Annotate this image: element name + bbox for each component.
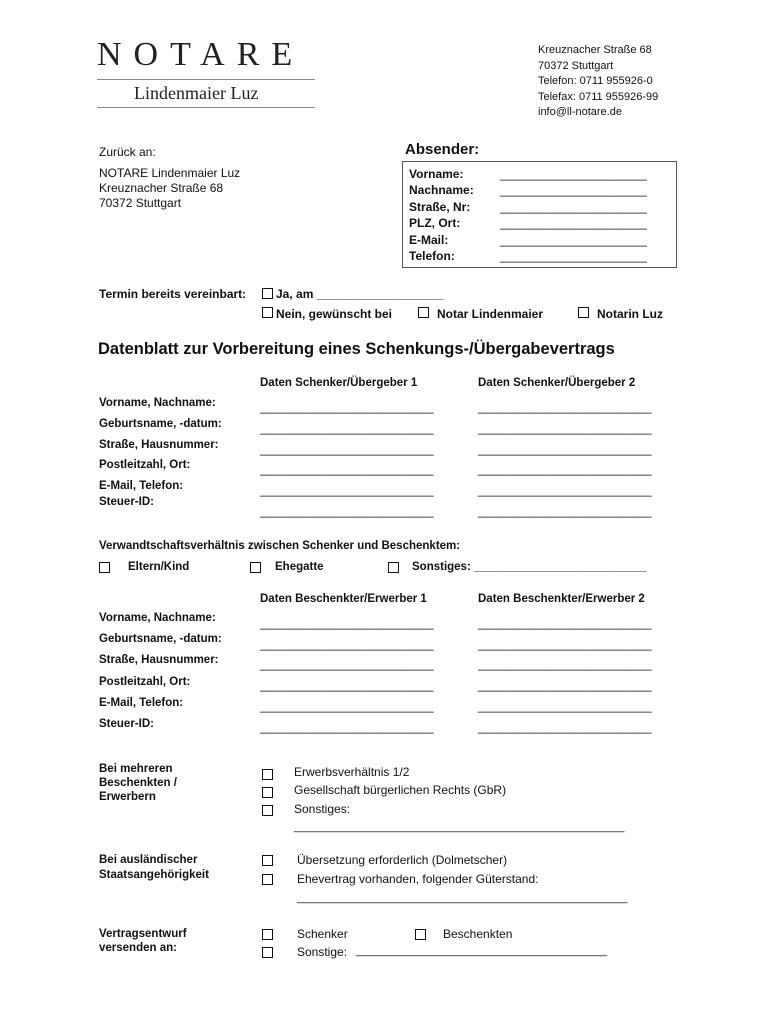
return-label: Zurück an: (99, 145, 156, 159)
sender-blanks[interactable] (500, 166, 647, 264)
sender-blank-telefon[interactable]: ______________________ (500, 249, 647, 264)
gbr-label: Gesellschaft bürgerlichen Rechts (GbR) (294, 783, 507, 797)
donor2-blank[interactable]: __________________________ (478, 462, 652, 477)
donor-col2-header: Daten Schenker/Übergeber 2 (478, 377, 636, 389)
donor-row-label: Geburtsname, -datum: (99, 417, 222, 430)
return-line-street: Kreuznacher Straße 68 (99, 181, 224, 195)
recipient-row-label: Vorname, Nachname: (99, 612, 216, 624)
notary-lindenmaier-label: Notar Lindenmaier (437, 307, 544, 321)
sender-label-strasse: Straße, Nr: (409, 199, 471, 214)
multiple-other-blank[interactable]: ______________________________________________________ (294, 821, 625, 833)
draft-other-blank[interactable]: _________________________________________ (356, 945, 607, 957)
logo-divider-bottom (97, 107, 315, 108)
recipient-col2-header: Daten Beschenkter/Erwerber 2 (478, 593, 645, 605)
multiple-other-checkbox[interactable] (262, 805, 273, 816)
sender-label-nachname: Nachname: (409, 183, 474, 198)
recipient-row-label: Straße, Hausnummer: (99, 654, 219, 667)
donor1-blank[interactable]: __________________________ (260, 483, 434, 498)
sender-label-vorname: Vorname: (409, 167, 464, 181)
translation-checkbox[interactable] (262, 855, 273, 866)
return-line-city: 70372 Stuttgart (99, 196, 182, 210)
relation-parent-child-checkbox[interactable] (99, 562, 110, 573)
appointment-yes-label: Ja, am ___________________ (276, 287, 444, 301)
draft-label (99, 927, 187, 955)
sender-blank-strasse[interactable]: ______________________ (500, 199, 647, 214)
draft-donor-checkbox[interactable] (262, 929, 273, 940)
donor1-blank[interactable]: __________________________ (260, 441, 434, 456)
draft-label-line: versenden an: (99, 942, 177, 954)
notary-lindenmaier-checkbox[interactable] (418, 307, 429, 318)
logo-notare: NOTARE (97, 36, 305, 73)
donor1-blank[interactable]: __________________________ (260, 400, 434, 414)
draft-recipient-label: Beschenkten (443, 927, 513, 941)
donor1-blank[interactable]: __________________________ (260, 420, 434, 435)
donor-col2-blanks[interactable] (478, 397, 652, 522)
multiple-label-line: Erwerbern (99, 791, 156, 803)
multiple-label (99, 762, 177, 804)
return-line-name: NOTARE Lindenmaier Luz (99, 166, 241, 180)
donor2-blank[interactable]: __________________________ (478, 503, 652, 518)
donor-row-label: Postleitzahl, Ort: (99, 459, 191, 472)
recipient1-blank[interactable]: __________________________ (260, 657, 434, 672)
sender-blank-plz[interactable]: ______________________ (500, 216, 647, 231)
recipient2-blank[interactable]: __________________________ (478, 698, 652, 713)
multiple-label-line: Bei mehreren (99, 763, 173, 775)
donor-row-label: Vorname, Nachname: (99, 397, 216, 409)
recipient1-blank[interactable]: __________________________ (260, 636, 434, 651)
multiple-label-line: Beschenkten / (99, 777, 177, 789)
sender-blank-nachname[interactable]: ______________________ (500, 183, 647, 198)
sender-blank-vorname[interactable]: ______________________ (500, 167, 647, 181)
relation-spouse-checkbox[interactable] (250, 562, 261, 573)
recipient2-blank[interactable]: __________________________ (478, 719, 652, 734)
donor1-blank[interactable]: __________________________ (260, 462, 434, 477)
donor-row-label: E-Mail, Telefon: (99, 480, 184, 493)
translation-label: Übersetzung erforderlich (Dolmetscher) (297, 853, 508, 867)
notary-luz-label: Notarin Luz (597, 307, 663, 321)
recipient1-blank[interactable]: __________________________ (260, 719, 434, 734)
address-email: info@ll-notare.de (538, 106, 622, 118)
sender-blank-email[interactable]: ______________________ (500, 232, 647, 247)
recipient2-blank[interactable]: __________________________ (478, 616, 652, 630)
draft-other-label: Sonstige: (297, 945, 348, 959)
multiple-other-label: Sonstiges: (294, 802, 351, 816)
sender-title: Absender: (405, 141, 480, 158)
address-street: Kreuznacher Straße 68 (538, 44, 652, 56)
address-city: 70372 Stuttgart (538, 59, 614, 72)
foreign-label (99, 853, 209, 883)
notary-luz-checkbox[interactable] (578, 307, 589, 318)
donor2-blank[interactable]: __________________________ (478, 483, 652, 498)
acquisition-half-label: Erwerbsverhältnis 1/2 (294, 765, 410, 779)
relation-parent-child-label: Eltern/Kind (128, 561, 190, 573)
recipient2-blank[interactable]: __________________________ (478, 657, 652, 672)
recipient2-blank[interactable]: __________________________ (478, 678, 652, 693)
donor-row-label: Straße, Hausnummer: (99, 438, 219, 451)
sender-label-telefon: Telefon: (409, 249, 455, 264)
relation-other-label: Sonstiges: ___________________________ (412, 561, 647, 573)
relation-label: Verwandtschaftsverhältnis zwischen Schenker und Beschenktem: (99, 540, 461, 552)
appointment-no-checkbox[interactable] (262, 307, 273, 318)
recipient-row-label: Postleitzahl, Ort: (99, 675, 191, 688)
draft-other-checkbox[interactable] (262, 947, 273, 958)
return-address (99, 166, 240, 211)
relation-spouse-label: Ehegatte (275, 561, 324, 573)
foreign-label-line: Staatsangehörigkeit (99, 869, 209, 881)
recipient-col1-blanks[interactable] (260, 613, 434, 737)
appointment-label: Termin bereits vereinbart: (99, 287, 247, 301)
property-regime-blank[interactable]: ______________________________________________________ (297, 892, 628, 904)
page-title: Datenblatt zur Vorbereitung eines Schenkungs-/Übergabevertrags (98, 340, 615, 358)
address-fax: Telefax: 0711 955926-99 (538, 90, 659, 103)
sender-label-email: E-Mail: (409, 232, 449, 247)
sender-field-labels (409, 166, 474, 264)
marriage-contract-label: Ehevertrag vorhanden, folgender Güterstand: (297, 872, 539, 886)
letterhead-address (538, 43, 658, 121)
donor-labels (99, 397, 222, 508)
recipient-row-label: E-Mail, Telefon: (99, 696, 184, 709)
recipient-row-label: Steuer-ID: (99, 718, 154, 731)
donor-col1-blanks[interactable] (260, 397, 434, 522)
donor2-blank[interactable]: __________________________ (478, 400, 652, 414)
draft-donor-label: Schenker (297, 927, 348, 941)
foreign-label-line: Bei ausländischer (99, 854, 198, 866)
donor2-blank[interactable]: __________________________ (478, 420, 652, 435)
recipient1-blank[interactable]: __________________________ (260, 698, 434, 713)
recipient-col2-blanks[interactable] (478, 613, 652, 737)
relation-other-checkbox[interactable] (388, 562, 399, 573)
sender-label-plz: PLZ, Ort: (409, 216, 461, 231)
donor-col1-header: Daten Schenker/Übergeber 1 (260, 377, 418, 389)
donor2-blank[interactable]: __________________________ (478, 441, 652, 456)
marriage-contract-checkbox[interactable] (262, 874, 273, 885)
recipient-row-label: Geburtsname, -datum: (99, 633, 222, 646)
logo-lindenmaier-luz: Lindenmaier Luz (134, 83, 259, 103)
recipient-col1-header: Daten Beschenkter/Erwerber 1 (260, 593, 427, 605)
draft-recipient-checkbox[interactable] (415, 929, 426, 940)
recipient1-blank[interactable]: __________________________ (260, 616, 434, 630)
address-phone: Telefon: 0711 955926-0 (538, 75, 653, 87)
logo-divider-top (97, 79, 315, 80)
donor-row-label: Steuer-ID: (99, 495, 154, 508)
recipient2-blank[interactable]: __________________________ (478, 636, 652, 651)
recipient1-blank[interactable]: __________________________ (260, 678, 434, 693)
draft-label-line: Vertragsentwurf (99, 928, 187, 940)
acquisition-half-checkbox[interactable] (262, 769, 273, 780)
recipient-labels (99, 608, 222, 735)
appointment-no-label: Nein, gewünscht bei (276, 307, 393, 321)
gbr-checkbox[interactable] (262, 787, 273, 798)
donor1-blank[interactable]: __________________________ (260, 503, 434, 518)
appointment-yes-checkbox[interactable] (262, 288, 273, 299)
